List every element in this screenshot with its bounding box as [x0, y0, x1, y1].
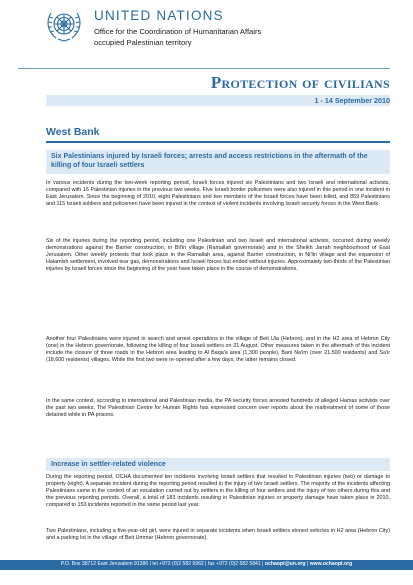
section-divider [46, 141, 390, 143]
org-office: Office for the Coordination of Humanitarian Affairs [94, 27, 262, 36]
body-paragraph: Six of the injuries during the reporting period, including one Palestinian and two Israeli and international activists, occurred during weekly demonstrations against the Barrier construction, in Bil'in village (Ramallah governorate) and in the Sheikh Jarrah neighbourhood of East Jerusalem. Other weekly protests that took place in the Ramallah area, against Barrier construction, in Ni'lin village and the expansion of Halamish settlement, involved tear gas, demonstrations and Israeli forces but ended without injuries. Approximately two-thirds of the Palestinian injuries by Israeli forces since the beginning of the year have taken place in the course of demonstrations. [46, 238, 390, 272]
footer-separator: | [262, 561, 264, 567]
body-paragraph: During the reporting period, OCHA documented ten incidents involving Israeli settlers that resulted in Palestinian injuries (two) or damage to property (eight). A separate incident during the reporting period resulted in the injury of two Israeli settlers. The majority of the incidents affecting Palestinians came in the context of an escalation carried out by settlers in the killing of four settlers and the injury of two others during this and the previous reporting periods. Overall, a total of 183 incidents resulting in Palestinian injuries or property damage have taken place in 2010, compared to 153 incidents reported in the same period last year. [46, 474, 390, 508]
footer-website[interactable]: www.ochaopt.org [309, 561, 353, 567]
body-paragraph: In the same context, according to international and Palestinian media, the PA security forces arrested hundreds of alleged Hamas activists over the past two weeks. The Palestinian Centre for Human Rights has expressed concern over reports about the maltreatment of some of those detained while in PA prisons. [46, 398, 390, 418]
highlight-heading: Six Palestinians injured by Israeli forces; arrests and access restrictions in the aftermath of the killing of four Israeli settlers [46, 150, 390, 174]
footer-separator: | [306, 561, 309, 567]
footer-separator: | [149, 561, 151, 567]
org-territory: occupied Palestinian territory [94, 38, 192, 47]
letterhead [0, 0, 413, 62]
title-divider [18, 68, 390, 69]
report-title: Protection of civilians [210, 73, 390, 92]
highlight-heading: Increase in settler-related violence [46, 458, 390, 471]
footer-separator: | [205, 561, 207, 567]
footer-po-box: P.O. Box 38712 [60, 561, 97, 567]
report-period: 1 - 14 September 2010 [314, 96, 390, 105]
footer-city: East Jerusalem 91386 [97, 561, 149, 567]
footer-tel: tel +972 (0)2 582 9962 [152, 561, 204, 567]
un-emblem-icon [44, 7, 84, 45]
org-name: UNITED NATIONS [94, 8, 224, 23]
footer-contact [0, 561, 413, 567]
body-paragraph: Two Palestinians, including a five-year-old girl, were injured in separate incidents when Israeli settlers stoned vehicles in H2 area (Hebron City) and a parking lot in the village of Beit Ummar (Hebron governorate). [46, 528, 390, 541]
body-paragraph: In various incidents during the two-week reporting period, Israeli forces injured six Palestinians and two Israeli and international activists, compared with 16 Palestinian injuries in the previous two weeks. Five Israeli border policemen were also injured in this period in one incident in East Jerusalem. Since the beginning of 2010, eight Palestinians and two members of the Israeli forces have been killed, and 859 Palestinians and 115 Israeli soldiers and policemen have been injured in the context of violent incidents involving Israeli security forces in the West Bank. [46, 180, 390, 207]
footer-email[interactable]: ochaopt@un.org [264, 561, 306, 567]
footer-fax: fax +972 (0)2 582 5841 [207, 561, 261, 567]
body-paragraph: Another four Palestinians were injured in search and arrest operations in the village of Beit Ula (Hebron), and in the H2 area of Hebron City (one) in the Hebron governorate, following the killing of four Israeli settlers on 31 August. Other measures taken in the aftermath of this incident include the closure of three roads in the Hebron area leading to Al Baqa'a area (1,300 people), Bani Na'im (over 21,500 residents) and Sa'ir (18,600 residents) villages. While the first two were re-opened after a few days, the latter remains closed. [46, 336, 390, 363]
section-title: West Bank [46, 126, 100, 138]
